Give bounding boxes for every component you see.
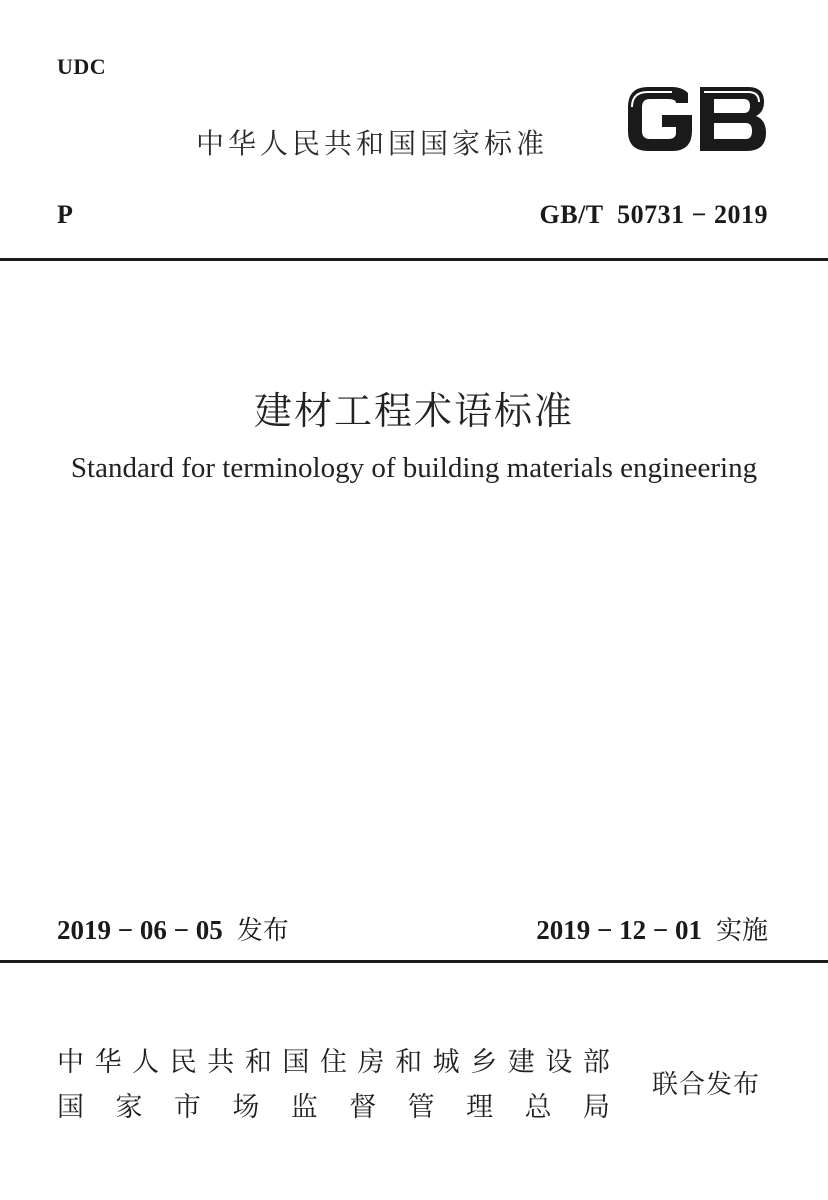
bottom-divider (0, 960, 828, 963)
issuer-char: 市 (173, 1092, 201, 1123)
issuer-char: 人 (132, 1047, 160, 1078)
issue-date-row (57, 910, 289, 947)
top-divider (0, 258, 828, 261)
issuer-char: 民 (169, 1047, 197, 1078)
issuer-char: 住 (319, 1047, 347, 1078)
joint-issue-label: 联合发布 (652, 1070, 761, 1100)
issuer-char: 和 (244, 1047, 272, 1078)
issuer-char: 和 (395, 1047, 423, 1078)
national-standard-heading: 中华人民共和国国家标准 (196, 127, 549, 160)
issuer-char: 房 (357, 1047, 385, 1078)
gb-logo (622, 83, 770, 155)
issuer-char: 中 (57, 1047, 84, 1078)
implementation-date-row (536, 910, 768, 947)
issuer-char: 督 (349, 1092, 377, 1123)
title-chinese: 建材工程术语标准 (253, 389, 574, 433)
issuer-char: 家 (115, 1092, 143, 1123)
standard-number: GB/T 50731 − 2019 (539, 200, 768, 229)
udc-label: UDC (57, 54, 107, 79)
implementation-date: 2019 − 12 − 01 (536, 915, 702, 945)
issuer-char: 建 (507, 1047, 535, 1078)
issuer-char: 场 (232, 1092, 260, 1123)
category-code: P (57, 200, 73, 229)
issuer-char: 局 (582, 1092, 610, 1123)
issuer-char: 国 (282, 1047, 310, 1078)
issuer-market-regulation (57, 1085, 610, 1124)
issuer-char: 城 (432, 1047, 460, 1078)
gb-logo-graphic (622, 83, 770, 155)
issuer-char: 国 (57, 1092, 84, 1123)
issuer-char: 乡 (470, 1047, 498, 1078)
issuer-ministry-housing (57, 1040, 610, 1079)
implementation-label: 实施 (715, 916, 768, 946)
issuer-char: 华 (94, 1047, 122, 1078)
issue-date: 2019 − 06 − 05 (57, 915, 223, 945)
issuer-char: 管 (407, 1092, 435, 1123)
issuer-char: 总 (524, 1092, 552, 1123)
issuer-char: 共 (207, 1047, 235, 1078)
title-english: Standard for terminology of building materials engineering (70, 452, 758, 484)
issuer-char: 监 (290, 1092, 318, 1123)
issuer-char: 设 (545, 1047, 573, 1078)
issuer-char: 理 (466, 1092, 494, 1123)
issue-label: 发布 (236, 916, 289, 946)
issuer-char: 部 (582, 1047, 610, 1078)
